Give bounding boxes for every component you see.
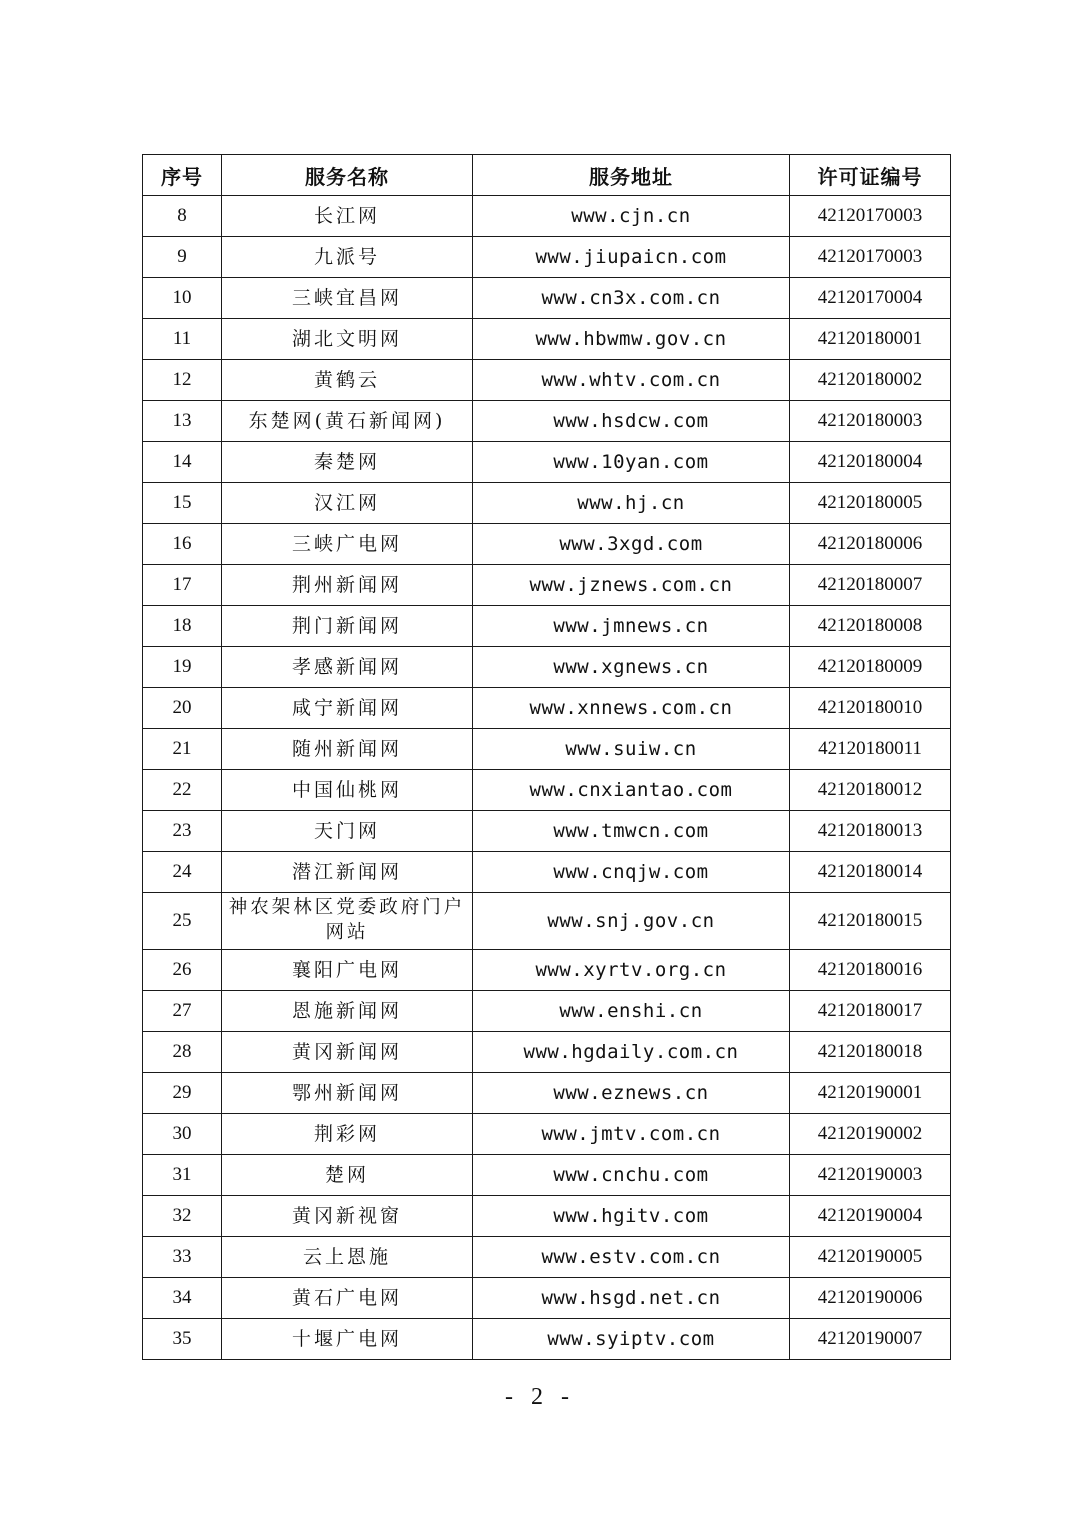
license-number-cell: 42120180004 [790, 442, 951, 483]
table-row [143, 1278, 951, 1319]
license-number-cell: 42120180006 [790, 524, 951, 565]
serial-number-cell: 32 [143, 1196, 222, 1237]
service-address-cell: www.jmnews.cn [473, 606, 790, 647]
serial-number-cell: 21 [143, 729, 222, 770]
table-row [143, 1032, 951, 1073]
service-name-cell: 楚网 [222, 1155, 473, 1196]
serial-number-cell: 11 [143, 319, 222, 360]
service-address-cell: www.whtv.com.cn [473, 360, 790, 401]
service-address-cell: www.cn3x.com.cn [473, 278, 790, 319]
table-row [143, 1155, 951, 1196]
service-address-cell: www.estv.com.cn [473, 1237, 790, 1278]
license-number-cell: 42120190003 [790, 1155, 951, 1196]
license-number-cell: 42120180014 [790, 852, 951, 893]
service-address-cell: www.hbwmw.gov.cn [473, 319, 790, 360]
serial-number-cell: 9 [143, 237, 222, 278]
table-row [143, 688, 951, 729]
service-name-cell: 襄阳广电网 [222, 950, 473, 991]
serial-number-cell: 34 [143, 1278, 222, 1319]
service-name-cell: 十堰广电网 [222, 1319, 473, 1360]
serial-number-cell: 35 [143, 1319, 222, 1360]
table-body [143, 196, 951, 1360]
service-name-cell: 荆州新闻网 [222, 565, 473, 606]
license-table-container [142, 154, 950, 1360]
service-name-cell: 湖北文明网 [222, 319, 473, 360]
service-address-cell: www.cjn.cn [473, 196, 790, 237]
license-number-cell: 42120170003 [790, 196, 951, 237]
service-address-cell: www.syiptv.com [473, 1319, 790, 1360]
service-address-cell: www.hsgd.net.cn [473, 1278, 790, 1319]
license-number-cell: 42120180016 [790, 950, 951, 991]
table-header-row [143, 155, 951, 196]
service-address-cell: www.tmwcn.com [473, 811, 790, 852]
table-row [143, 950, 951, 991]
table-row [143, 1073, 951, 1114]
serial-number-cell: 26 [143, 950, 222, 991]
serial-number-cell: 27 [143, 991, 222, 1032]
license-number-cell: 42120180003 [790, 401, 951, 442]
service-name-cell: 随州新闻网 [222, 729, 473, 770]
license-number-cell: 42120190005 [790, 1237, 951, 1278]
service-address-cell: www.hgdaily.com.cn [473, 1032, 790, 1073]
serial-number-cell: 28 [143, 1032, 222, 1073]
table-row [143, 319, 951, 360]
table-row [143, 565, 951, 606]
table-row [143, 196, 951, 237]
service-name-cell: 荆门新闻网 [222, 606, 473, 647]
serial-number-cell: 12 [143, 360, 222, 401]
table-row [143, 606, 951, 647]
table-row [143, 360, 951, 401]
service-name-cell: 恩施新闻网 [222, 991, 473, 1032]
service-address-cell: www.hj.cn [473, 483, 790, 524]
service-address-cell: www.xnnews.com.cn [473, 688, 790, 729]
service-address-cell: www.jiupaicn.com [473, 237, 790, 278]
table-row [143, 770, 951, 811]
license-number-cell: 42120170004 [790, 278, 951, 319]
license-table [142, 154, 951, 1360]
serial-number-cell: 15 [143, 483, 222, 524]
service-address-cell: www.cnqjw.com [473, 852, 790, 893]
license-number-cell: 42120180012 [790, 770, 951, 811]
service-name-cell: 黄冈新视窗 [222, 1196, 473, 1237]
service-name-cell: 天门网 [222, 811, 473, 852]
service-address-cell: www.xgnews.cn [473, 647, 790, 688]
service-address-cell: www.eznews.cn [473, 1073, 790, 1114]
table-row [143, 811, 951, 852]
license-number-cell: 42120180008 [790, 606, 951, 647]
table-row [143, 524, 951, 565]
service-name-cell: 荆彩网 [222, 1114, 473, 1155]
serial-number-cell: 14 [143, 442, 222, 483]
license-number-cell: 42120180007 [790, 565, 951, 606]
license-number-cell: 42120180013 [790, 811, 951, 852]
service-name-cell: 神农架林区党委政府门户网站 [222, 893, 473, 950]
license-number-cell: 42120180018 [790, 1032, 951, 1073]
service-name-cell: 黄冈新闻网 [222, 1032, 473, 1073]
serial-number-cell: 23 [143, 811, 222, 852]
service-address-cell: www.10yan.com [473, 442, 790, 483]
license-number-cell: 42120180005 [790, 483, 951, 524]
table-row [143, 278, 951, 319]
table-row [143, 237, 951, 278]
service-name-cell: 鄂州新闻网 [222, 1073, 473, 1114]
table-row [143, 401, 951, 442]
license-number-cell: 42120180011 [790, 729, 951, 770]
service-name-cell: 三峡广电网 [222, 524, 473, 565]
service-address-cell: www.suiw.cn [473, 729, 790, 770]
header-license-number: 许可证编号 [790, 155, 951, 196]
license-number-cell: 42120180009 [790, 647, 951, 688]
service-name-cell: 秦楚网 [222, 442, 473, 483]
service-address-cell: www.jznews.com.cn [473, 565, 790, 606]
serial-number-cell: 13 [143, 401, 222, 442]
service-name-cell: 长江网 [222, 196, 473, 237]
service-name-cell: 黄石广电网 [222, 1278, 473, 1319]
serial-number-cell: 8 [143, 196, 222, 237]
service-address-cell: www.hgitv.com [473, 1196, 790, 1237]
serial-number-cell: 33 [143, 1237, 222, 1278]
service-address-cell: www.cnchu.com [473, 1155, 790, 1196]
service-address-cell: www.jmtv.com.cn [473, 1114, 790, 1155]
service-address-cell: www.snj.gov.cn [473, 893, 790, 950]
table-row [143, 442, 951, 483]
license-number-cell: 42120190007 [790, 1319, 951, 1360]
serial-number-cell: 31 [143, 1155, 222, 1196]
table-row [143, 1319, 951, 1360]
serial-number-cell: 24 [143, 852, 222, 893]
page-number: - 2 - [505, 1384, 575, 1410]
license-number-cell: 42120190002 [790, 1114, 951, 1155]
serial-number-cell: 29 [143, 1073, 222, 1114]
license-number-cell: 42120170003 [790, 237, 951, 278]
service-address-cell: www.3xgd.com [473, 524, 790, 565]
license-number-cell: 42120180010 [790, 688, 951, 729]
serial-number-cell: 22 [143, 770, 222, 811]
service-address-cell: www.xyrtv.org.cn [473, 950, 790, 991]
table-row [143, 991, 951, 1032]
service-name-cell: 黄鹤云 [222, 360, 473, 401]
service-address-cell: www.enshi.cn [473, 991, 790, 1032]
header-serial-number: 序号 [143, 155, 222, 196]
license-number-cell: 42120180002 [790, 360, 951, 401]
license-number-cell: 42120190001 [790, 1073, 951, 1114]
license-number-cell: 42120190006 [790, 1278, 951, 1319]
table-row [143, 1237, 951, 1278]
serial-number-cell: 19 [143, 647, 222, 688]
serial-number-cell: 18 [143, 606, 222, 647]
service-name-cell: 中国仙桃网 [222, 770, 473, 811]
table-row [143, 893, 951, 950]
header-service-name: 服务名称 [222, 155, 473, 196]
table-row [143, 1196, 951, 1237]
service-name-cell: 东楚网(黄石新闻网) [222, 401, 473, 442]
serial-number-cell: 30 [143, 1114, 222, 1155]
license-number-cell: 42120190004 [790, 1196, 951, 1237]
service-name-cell: 咸宁新闻网 [222, 688, 473, 729]
service-name-cell: 云上恩施 [222, 1237, 473, 1278]
serial-number-cell: 17 [143, 565, 222, 606]
table-row [143, 1114, 951, 1155]
table-row [143, 483, 951, 524]
license-number-cell: 42120180015 [790, 893, 951, 950]
service-name-cell: 潜江新闻网 [222, 852, 473, 893]
header-service-address: 服务地址 [473, 155, 790, 196]
service-name-cell: 汉江网 [222, 483, 473, 524]
service-address-cell: www.cnxiantao.com [473, 770, 790, 811]
license-number-cell: 42120180017 [790, 991, 951, 1032]
service-name-cell: 孝感新闻网 [222, 647, 473, 688]
table-row [143, 729, 951, 770]
serial-number-cell: 20 [143, 688, 222, 729]
table-row [143, 647, 951, 688]
service-name-cell: 九派号 [222, 237, 473, 278]
serial-number-cell: 10 [143, 278, 222, 319]
service-name-cell: 三峡宜昌网 [222, 278, 473, 319]
serial-number-cell: 25 [143, 893, 222, 950]
serial-number-cell: 16 [143, 524, 222, 565]
service-address-cell: www.hsdcw.com [473, 401, 790, 442]
table-row [143, 852, 951, 893]
license-number-cell: 42120180001 [790, 319, 951, 360]
